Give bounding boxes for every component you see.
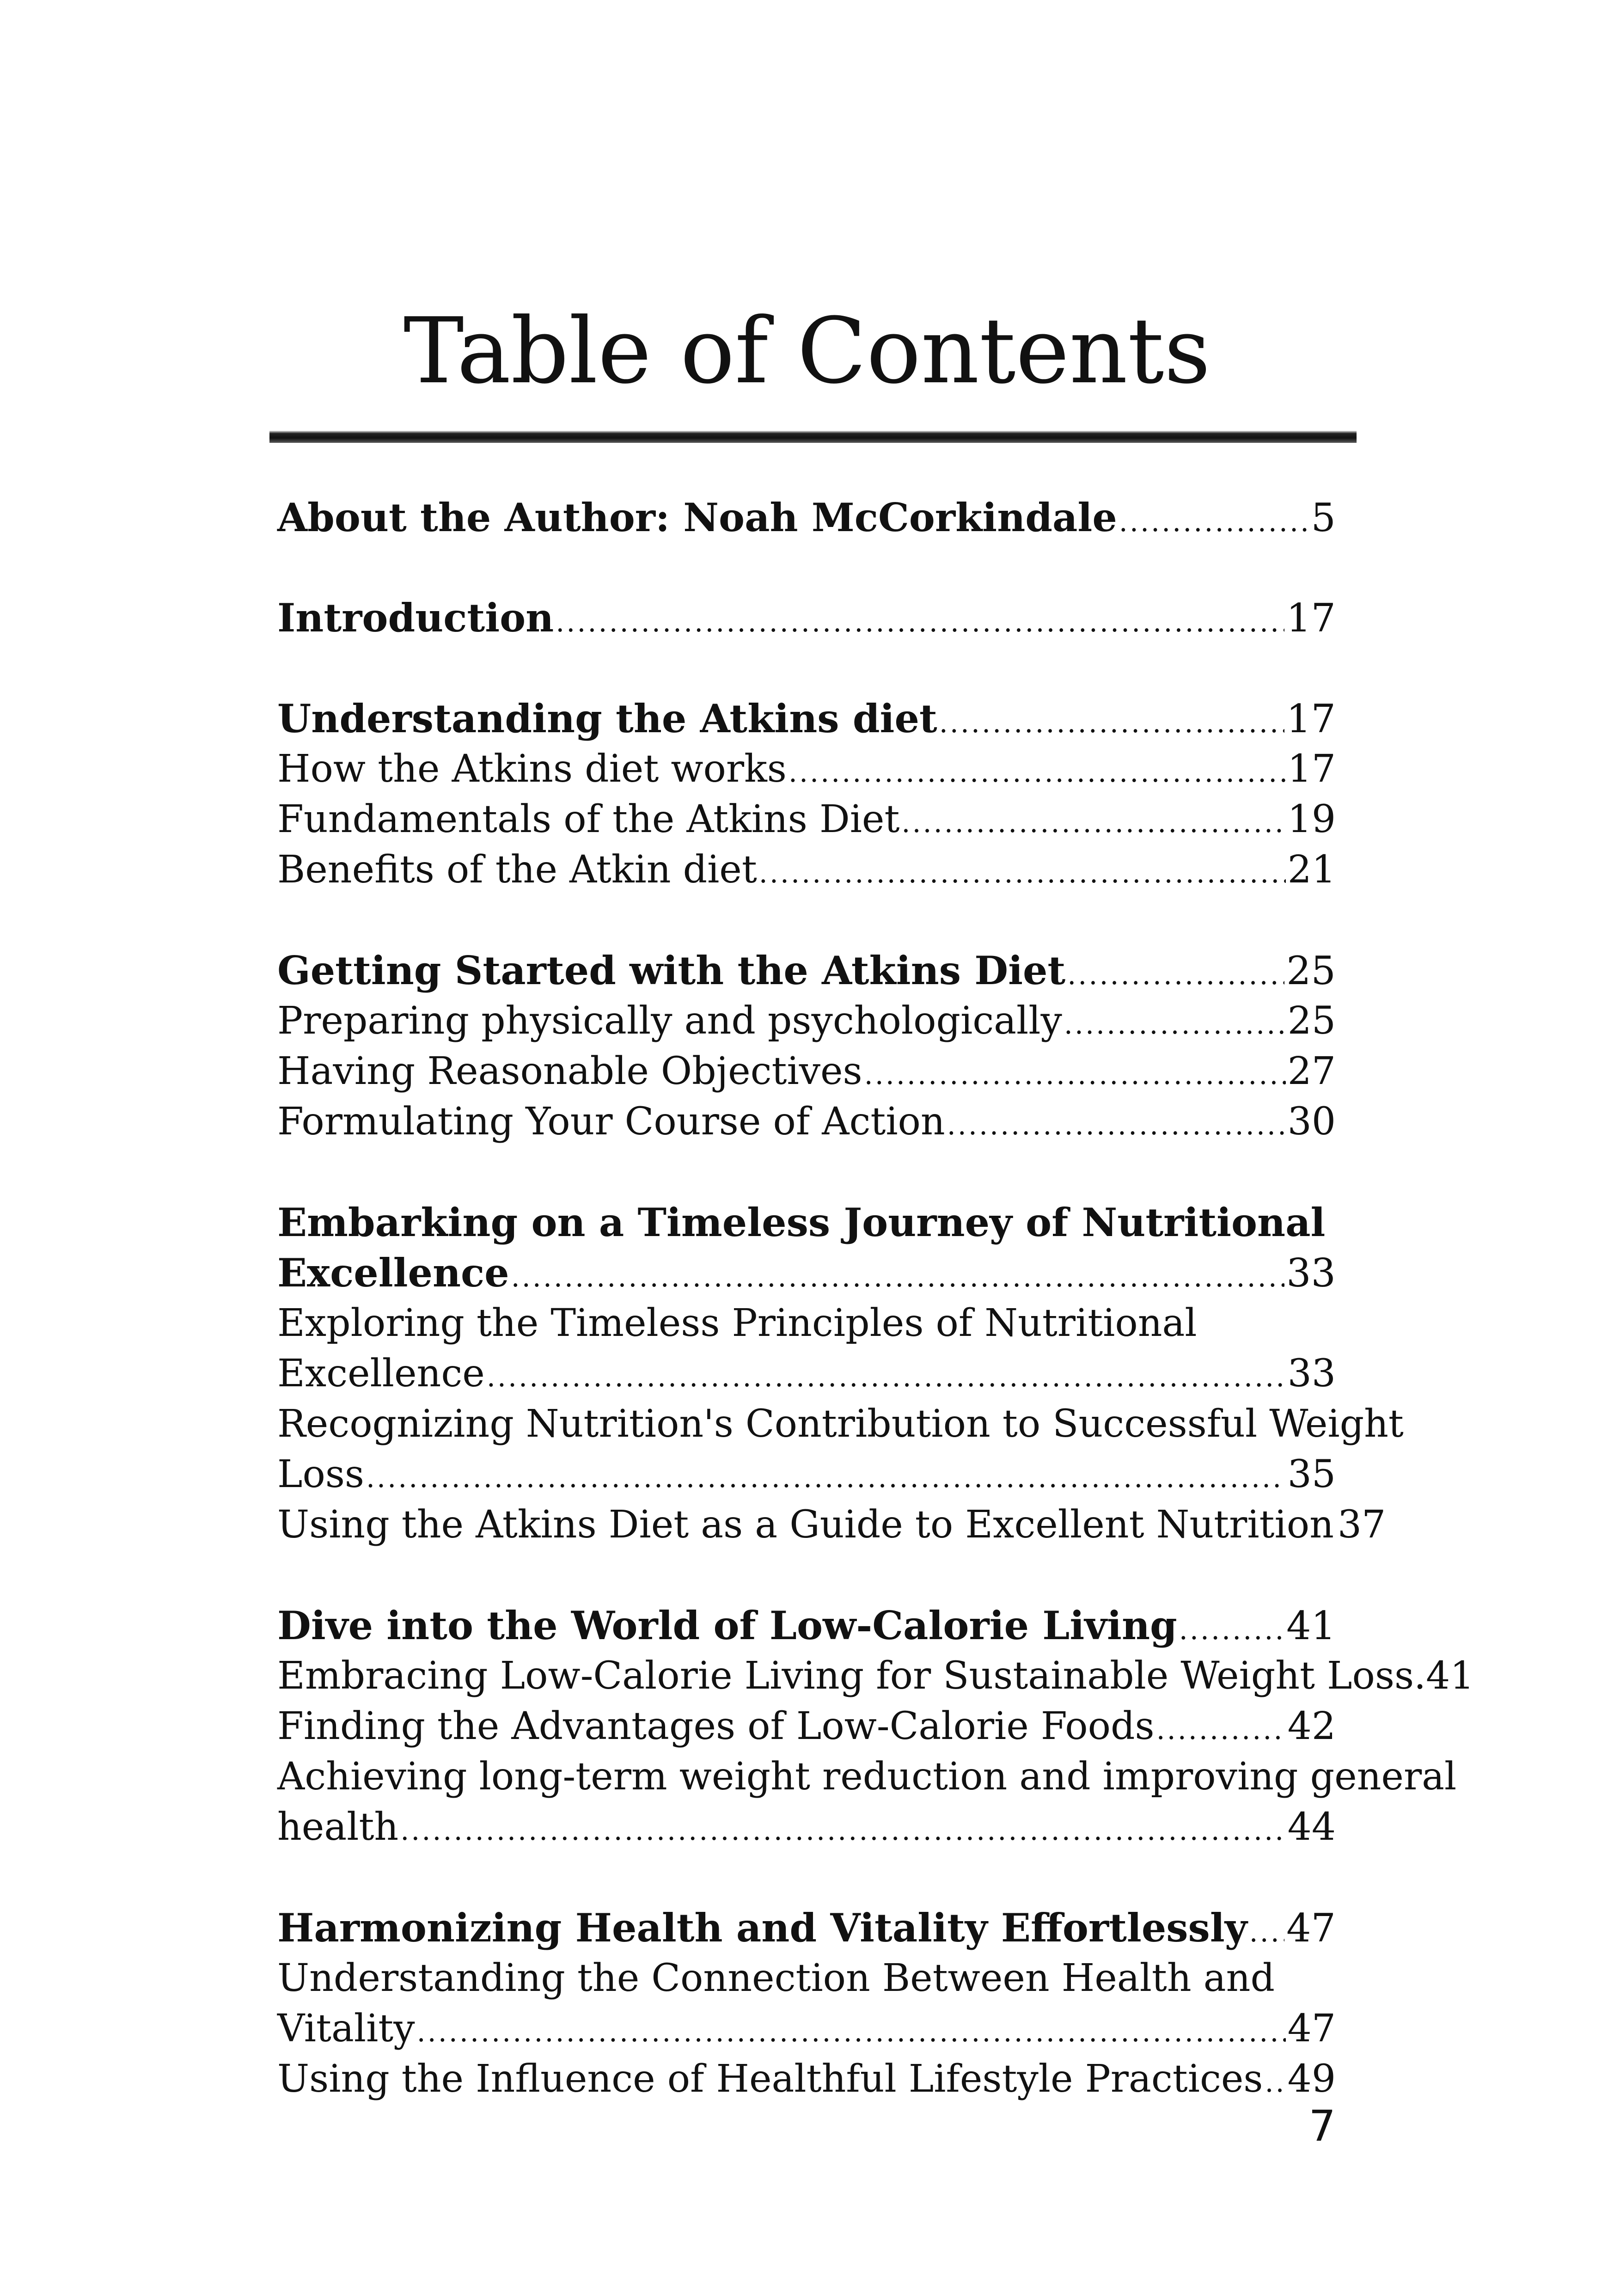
toc-entry-title: Dive into the World of Low-Calorie Living <box>277 1603 1177 1648</box>
toc-entry-title: How the Atkins diet works <box>277 747 787 791</box>
leader-dots <box>1119 497 1309 547</box>
leader-dots <box>1067 950 1284 1000</box>
toc-entry-influence[interactable] <box>277 2054 1336 2104</box>
leader-dots <box>556 597 1284 648</box>
leader-dots <box>1064 999 1286 1050</box>
toc-entry-title-line2: Excellence <box>277 1250 509 1296</box>
toc-entry-page: 5 <box>1311 495 1336 540</box>
toc-entry-title: Finding the Advantages of Low-Calorie Foods <box>277 1704 1155 1748</box>
leader-dots <box>487 1352 1286 1402</box>
toc-entry-page: 33 <box>1286 1250 1336 1296</box>
toc-entry-page: 33 <box>1287 1352 1336 1396</box>
toc-entry-title-line2: Loss <box>277 1452 364 1496</box>
toc-entry-page: 27 <box>1287 1049 1336 1093</box>
toc-entry-title-line2: health <box>277 1805 399 1849</box>
toc-entry-title-line2: Excellence <box>277 1352 485 1396</box>
toc-entry-introduction[interactable] <box>277 593 1336 643</box>
toc-entry-achieving[interactable] <box>277 1751 1457 1852</box>
toc-entry-understanding[interactable] <box>277 693 1336 744</box>
toc-entry-page: 42 <box>1287 1704 1336 1748</box>
toc-entry-about-author[interactable] <box>277 492 1336 543</box>
toc-entry-page: 49 <box>1287 2057 1336 2101</box>
toc-entry-page: 41 <box>1426 1654 1474 1698</box>
toc-entry-embracing[interactable] <box>277 1651 1474 1701</box>
leader-dots <box>417 2007 1286 2057</box>
toc-entry-title: Using the Influence of Healthful Lifestyle Practices <box>277 2057 1263 2101</box>
toc-entry-title: Using the Atkins Diet as a Guide to Excellent Nutrition <box>277 1503 1334 1547</box>
toc-entry-title-line1: Exploring the Timeless Principles of Nutritional <box>277 1301 1197 1345</box>
leader-dots <box>939 698 1284 748</box>
toc-entry-title-line2: Vitality <box>277 2007 415 2051</box>
leader-dots <box>901 798 1285 848</box>
toc-entry-page: 30 <box>1287 1100 1336 1144</box>
toc-entry-title: Getting Started with the Atkins Diet <box>277 948 1066 993</box>
toc-entry-page: 17 <box>1286 696 1336 741</box>
toc-entry-title: Formulating Your Course of Action <box>277 1100 945 1144</box>
toc-entry-low-calorie[interactable] <box>277 1600 1336 1651</box>
leader-dots <box>1156 1705 1286 1755</box>
toc-entry-title: Embracing Low-Calorie Living for Sustainable Weight Loss. <box>277 1654 1426 1698</box>
leader-dots <box>1265 2057 1285 2108</box>
toc-entry-title: Preparing physically and psychologically <box>277 999 1062 1043</box>
page-title: Table of Contents <box>403 299 1211 404</box>
toc-entry-title-line1: Understanding the Connection Between Health and <box>277 1956 1275 2000</box>
leader-dots <box>947 1100 1286 1151</box>
toc-entry-how-works[interactable] <box>277 744 1336 794</box>
toc-entry-page: 25 <box>1287 999 1336 1043</box>
leader-dots <box>1249 1907 1285 1958</box>
toc-entry-page: 37 <box>1337 1503 1386 1547</box>
toc-entry-page: 17 <box>1287 747 1336 791</box>
toc-entry-objectives[interactable] <box>277 1046 1336 1096</box>
toc-entry-benefits[interactable] <box>277 845 1336 895</box>
page-number: 7 <box>1308 2101 1336 2151</box>
toc-entry-title-line1: Recognizing Nutrition's Contribution to Successful Weight <box>277 1402 1404 1446</box>
toc-entry-title-line1: Embarking on a Timeless Journey of Nutritional <box>277 1200 1326 1245</box>
leader-dots <box>864 1050 1286 1100</box>
toc-entry-getting-started[interactable] <box>277 945 1336 996</box>
toc-entry-connection[interactable] <box>277 1953 1336 2054</box>
toc-entry-page: 35 <box>1287 1452 1336 1496</box>
toc-entry-exploring[interactable] <box>277 1298 1336 1399</box>
toc-entry-title-line1: Achieving long-term weight reduction and improving general <box>277 1755 1457 1799</box>
toc-entry-title: About the Author: Noah McCorkindale <box>277 495 1117 540</box>
leader-dots <box>366 1453 1286 1503</box>
toc-entry-page: 17 <box>1286 595 1336 641</box>
toc-entry-course-of-action[interactable] <box>277 1096 1336 1147</box>
title-divider <box>269 431 1357 443</box>
toc-entry-page: 21 <box>1287 848 1336 892</box>
toc-entry-preparing[interactable] <box>277 996 1336 1046</box>
toc-entry-title: Having Reasonable Objectives <box>277 1049 862 1093</box>
leader-dots <box>1179 1605 1284 1655</box>
toc-entry-title: Understanding the Atkins diet <box>277 696 937 741</box>
toc-entry-harmonizing[interactable] <box>277 1903 1336 1953</box>
toc-entry-page: 41 <box>1286 1603 1336 1648</box>
toc-entry-title: Benefits of the Atkin diet <box>277 848 757 892</box>
leader-dots <box>511 1252 1284 1303</box>
toc-entry-page: 44 <box>1287 1805 1336 1849</box>
leader-dots <box>400 1806 1285 1856</box>
toc-entry-embarking[interactable] <box>277 1197 1336 1298</box>
leader-dots <box>789 747 1286 798</box>
leader-dots <box>759 848 1286 899</box>
toc-entry-recognizing[interactable] <box>277 1399 1404 1500</box>
toc-entry-title: Harmonizing Health and Vitality Effortlessly <box>277 1905 1247 1951</box>
toc-entry-fundamentals[interactable] <box>277 794 1336 845</box>
toc-entry-page: 47 <box>1286 1905 1336 1951</box>
toc-entry-page: 47 <box>1287 2007 1336 2051</box>
toc-entry-title: Introduction <box>277 595 554 641</box>
toc-entry-page: 25 <box>1286 948 1336 993</box>
toc-entry-using-atkins-guide[interactable] <box>277 1500 1386 1550</box>
toc-entry-advantages[interactable] <box>277 1701 1336 1751</box>
toc-entry-title: Fundamentals of the Atkins Diet <box>277 797 900 841</box>
toc-entry-page: 19 <box>1287 797 1336 841</box>
